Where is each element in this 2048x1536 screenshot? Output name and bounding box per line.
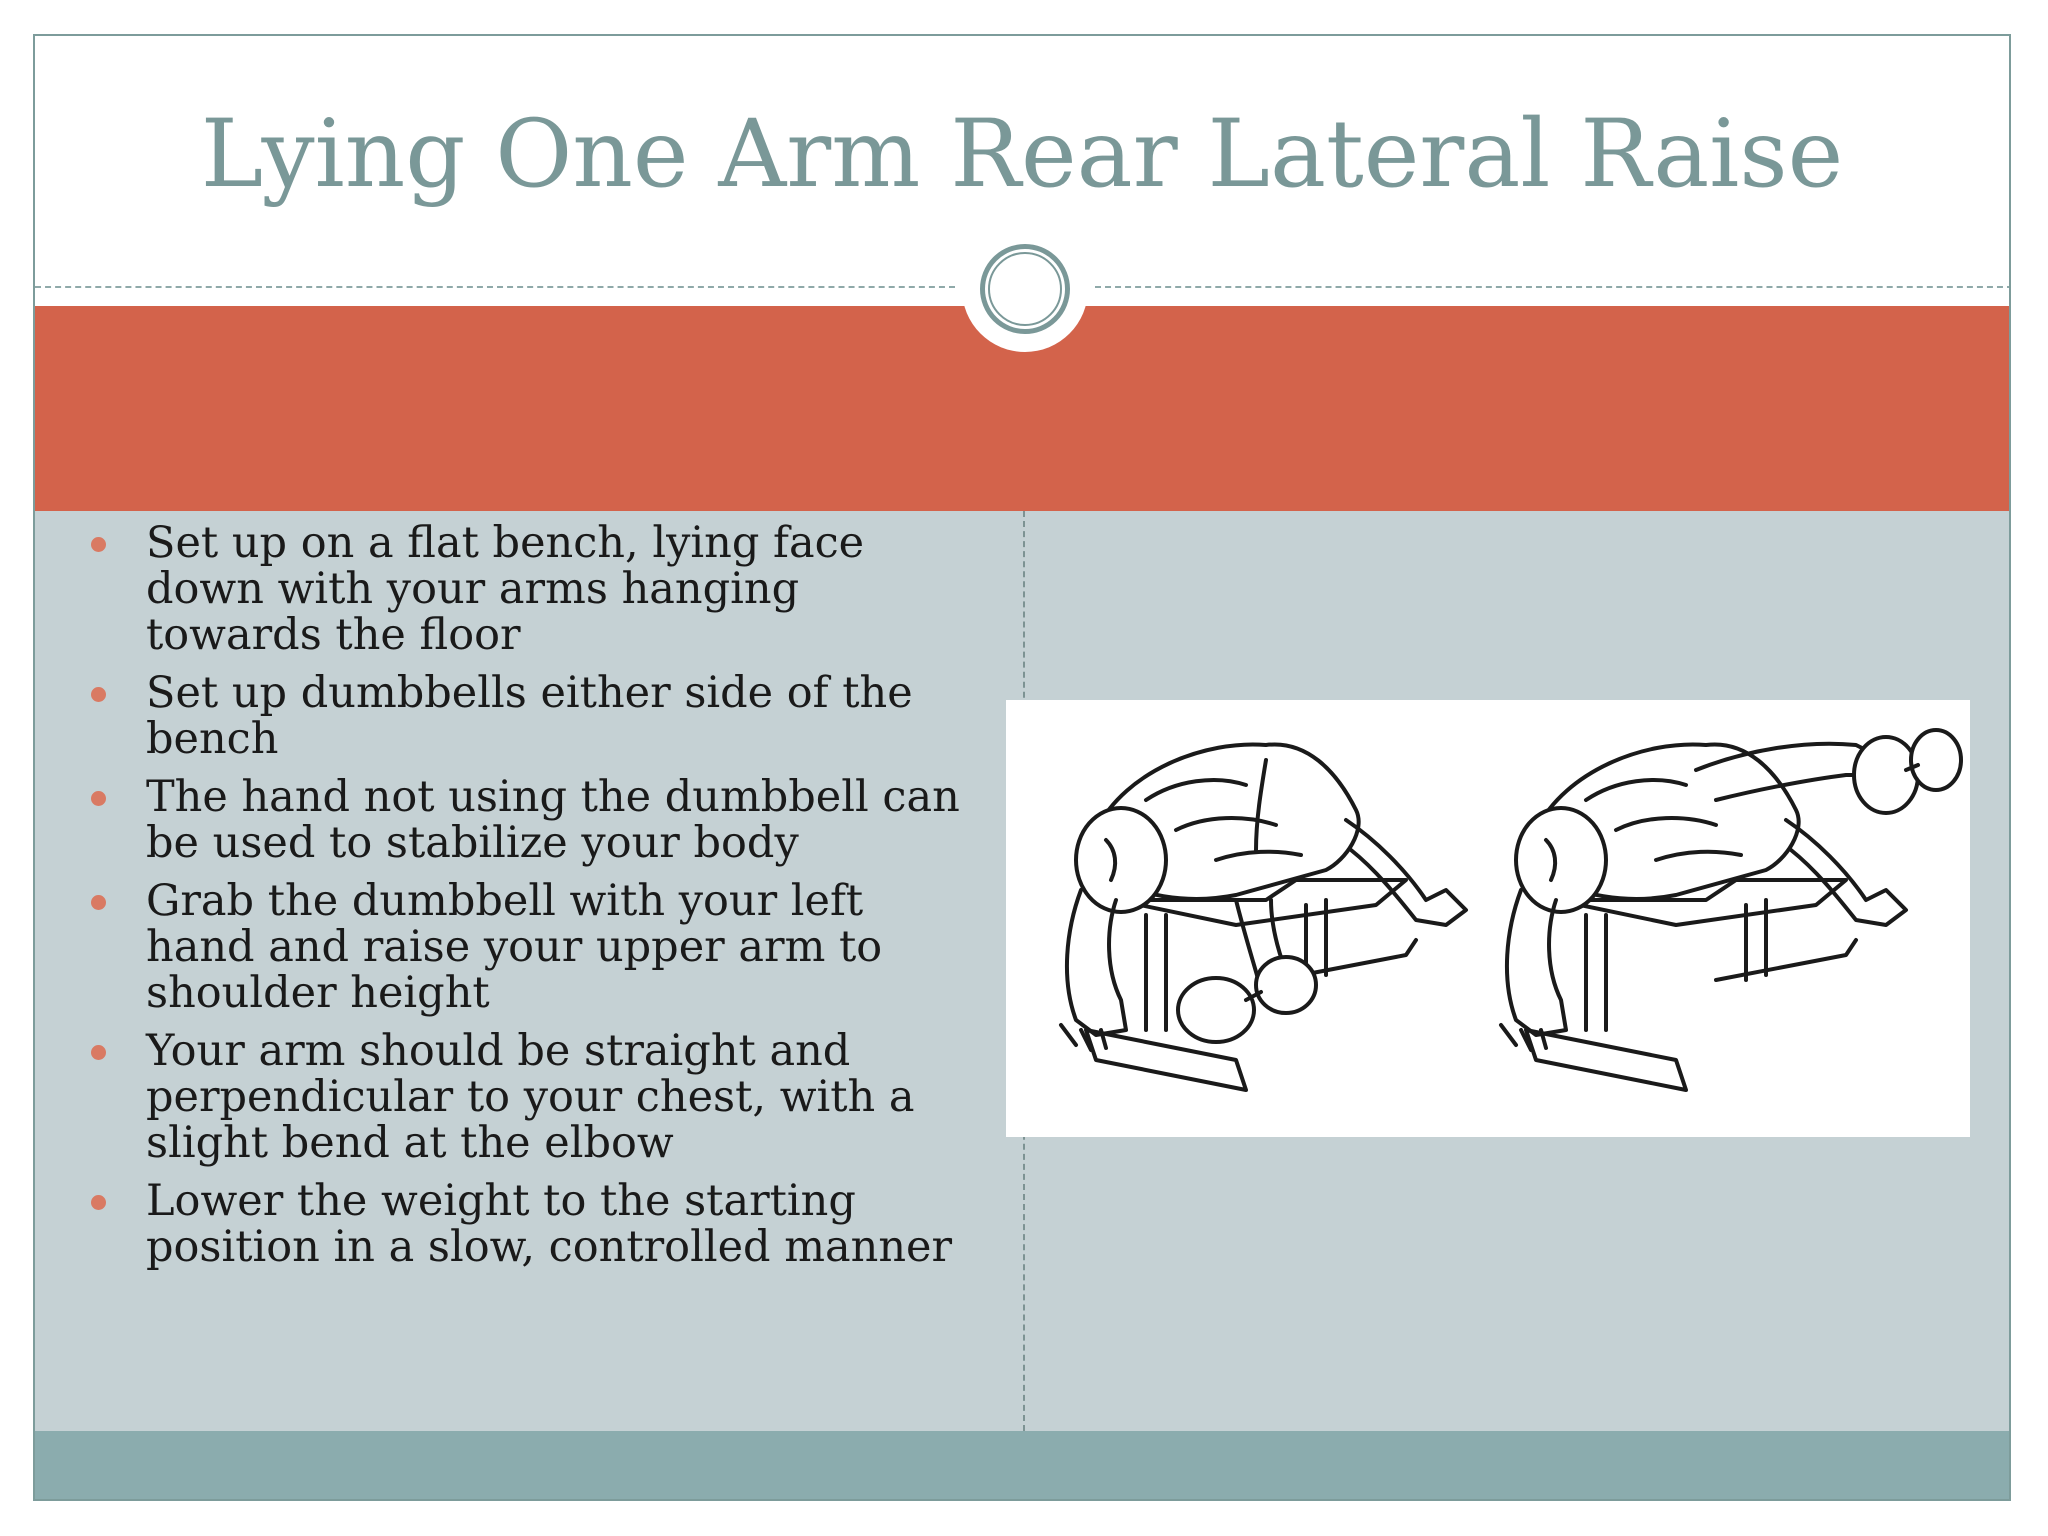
bullet-text: The hand not using the dumbbell can be used to stabilize your body (146, 772, 960, 868)
exercise-illustration-icon (1006, 700, 1970, 1137)
bullet-dot-icon (91, 537, 106, 552)
list-item (60, 520, 960, 658)
circle-ornament-inner-ring (988, 252, 1062, 326)
bullet-dot-icon (91, 1195, 106, 1210)
bullet-text: Your arm should be straight and perpendicular to your chest, with a slight bend at the elbow (146, 1026, 915, 1168)
list-item (60, 670, 960, 762)
bullet-dot-icon (91, 791, 106, 806)
bullet-text: Set up dumbbells either side of the bench (146, 668, 913, 764)
list-item (60, 1028, 960, 1166)
bullet-dot-icon (91, 687, 106, 702)
bullet-text: Lower the weight to the starting position in a slow, controlled manner (146, 1176, 953, 1272)
footer-band (35, 1431, 2009, 1501)
figure-raised-position-icon (1501, 730, 1961, 1090)
title-divider-left (35, 286, 955, 288)
list-item (60, 1178, 960, 1270)
list-item (60, 878, 960, 1016)
figure-start-position-icon (1061, 744, 1466, 1090)
bullet-text: Set up on a flat bench, lying face down with your arms hanging towards the floor (146, 518, 865, 660)
bullet-dot-icon (91, 1045, 106, 1060)
bullet-dot-icon (91, 895, 106, 910)
exercise-image (1006, 700, 1970, 1137)
bullet-list (60, 520, 960, 1282)
title-divider-right (1095, 286, 2011, 288)
bullet-text: Grab the dumbbell with your left hand and raise your upper arm to shoulder height (146, 876, 883, 1018)
list-item (60, 774, 960, 866)
slide-title: Lying One Arm Rear Lateral Raise (200, 100, 1844, 209)
